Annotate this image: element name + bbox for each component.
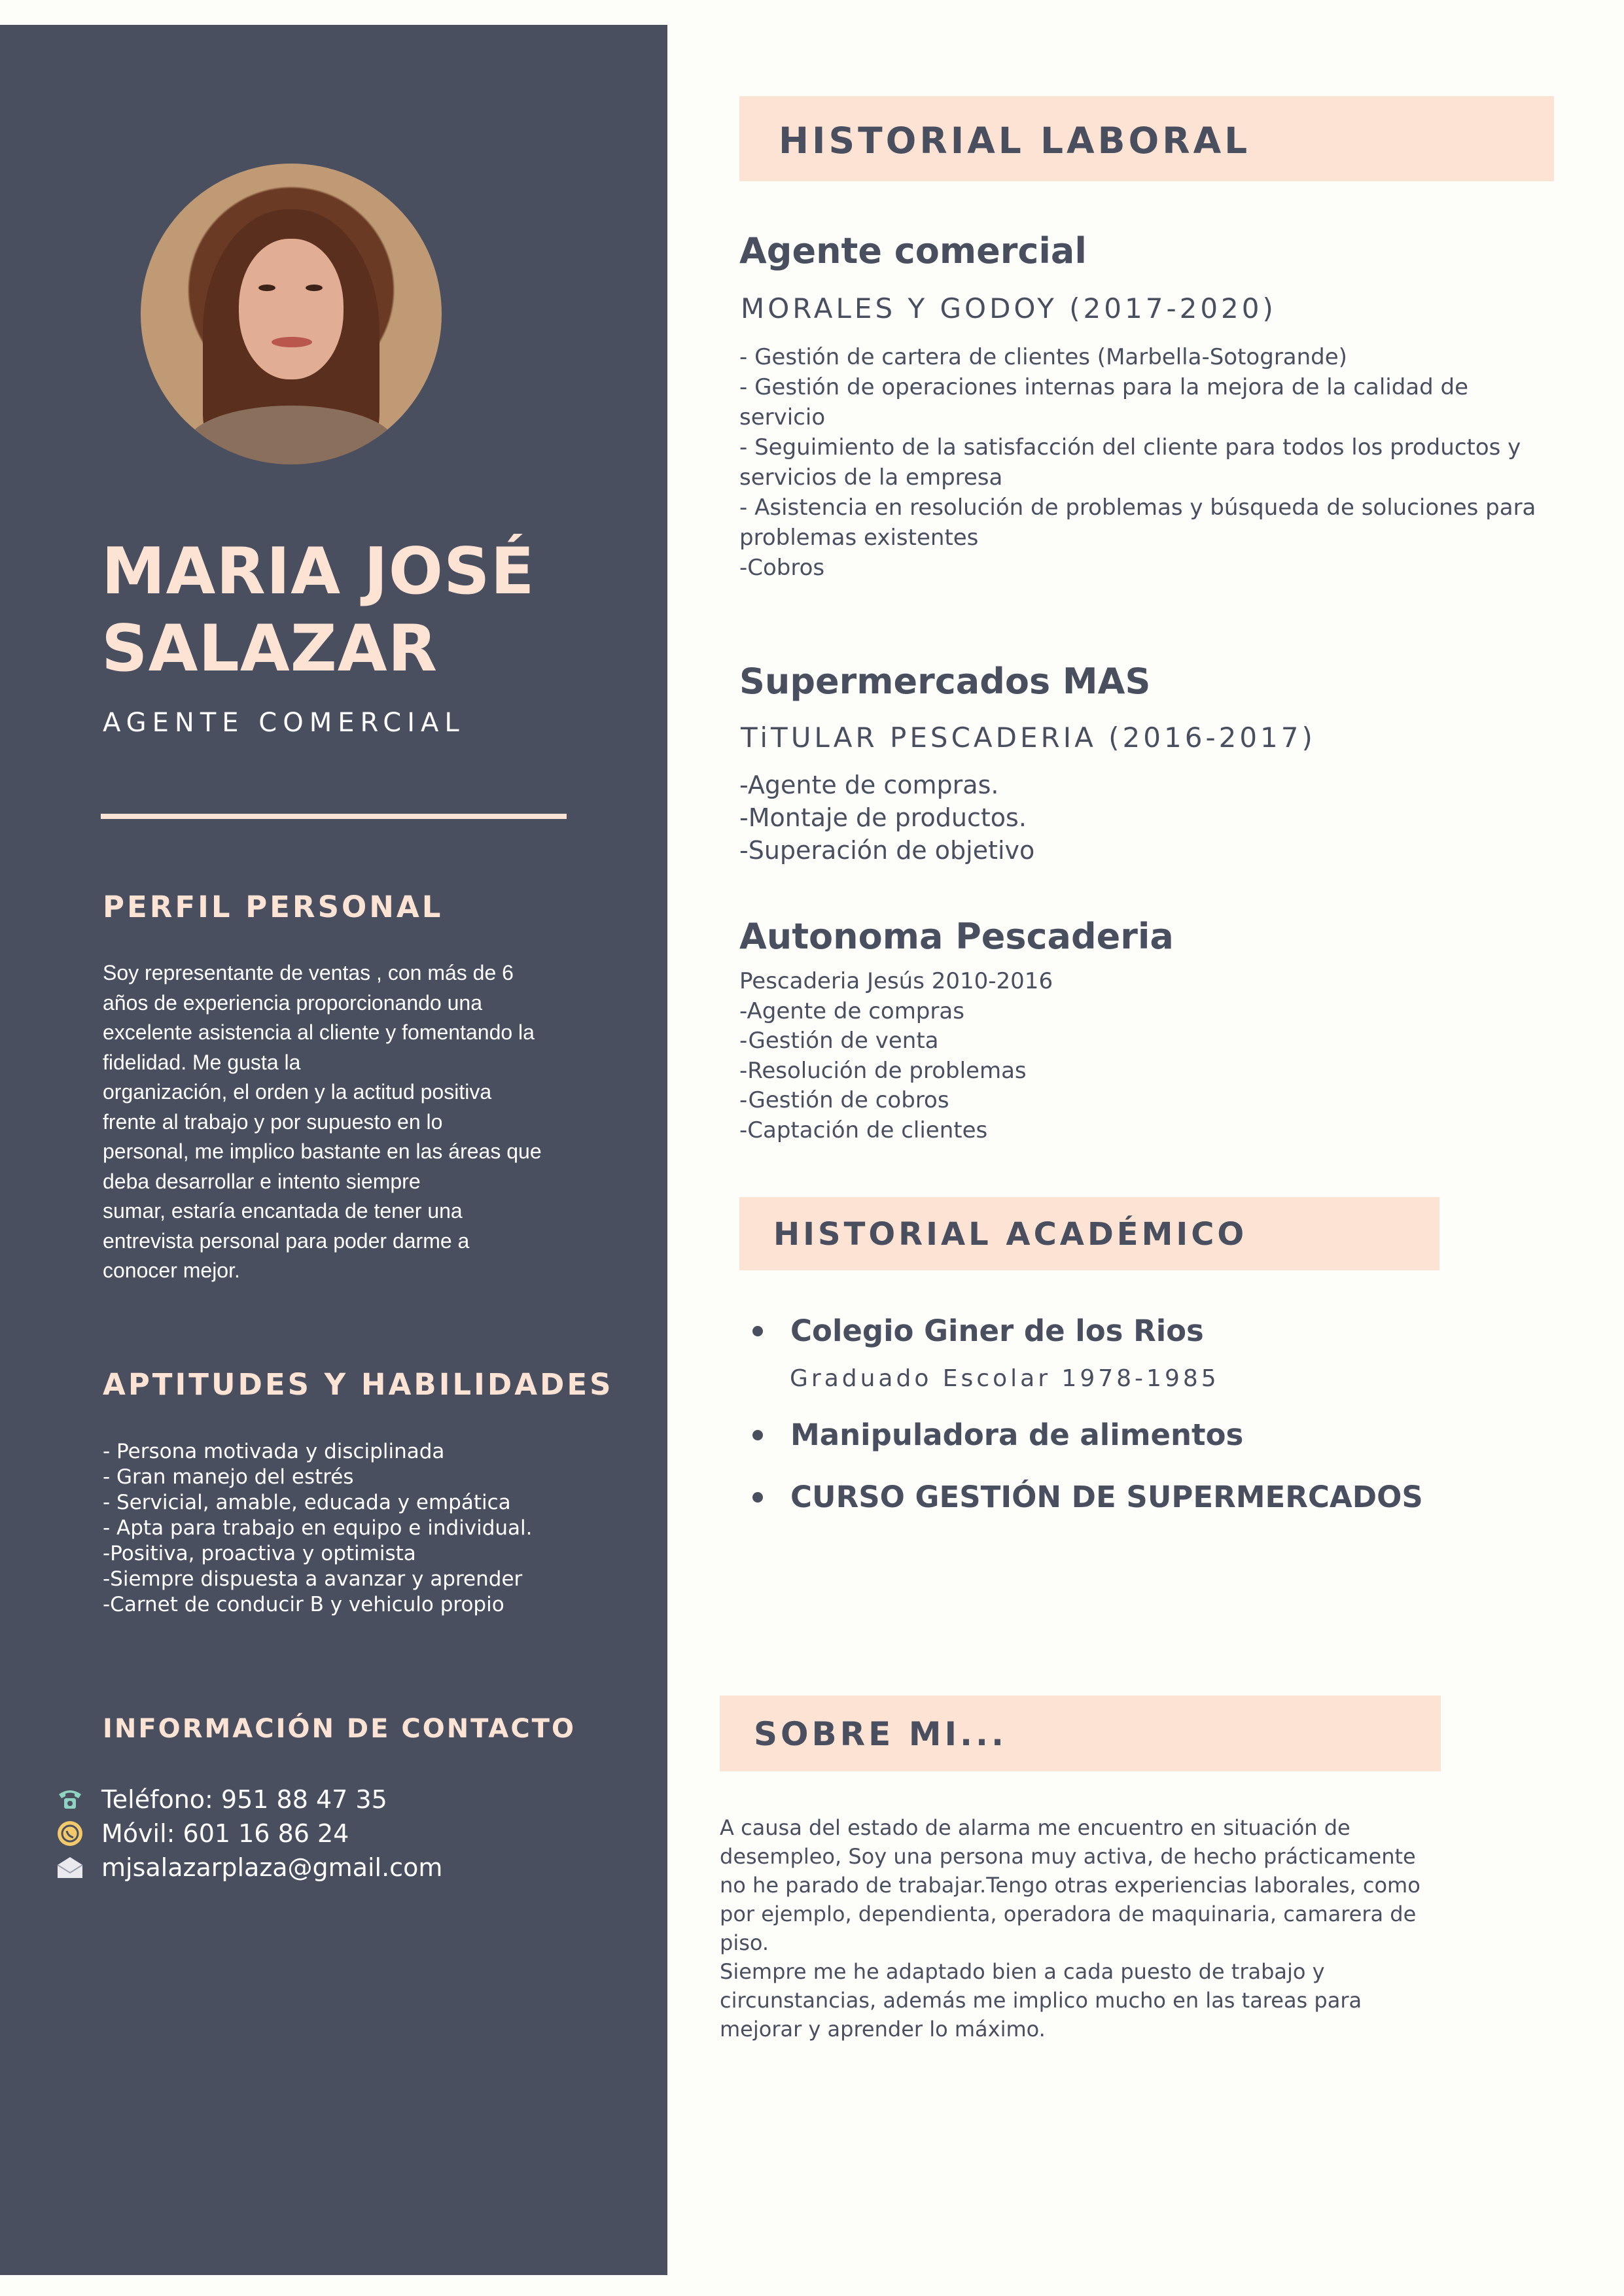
education-title: Colegio Giner de los Rios — [790, 1313, 1204, 1348]
profile-text: Soy representante de ventas , con más de 6 años de experiencia proporcionando una excelente asistencia al cliente y fomentando la fidelidad. Me gusta la organización, el orden y la actitud positiva frente al trabajo y por supuesto en lo personal, me implico bastante en las áreas que deba desarrollar e intento siempre sumar, estaría encantada de tener una entrevista personal para poder darme a conocer mejor. — [103, 961, 542, 1282]
education-title: CURSO GESTIÓN DE SUPERMERCADOS — [790, 1480, 1423, 1514]
education-item — [752, 1313, 1204, 1348]
person-role: AGENTE COMERCIAL — [103, 708, 465, 738]
person-name: MARIA JOSÉ SALAZAR — [101, 534, 535, 686]
education-title: Manipuladora de alimentos — [790, 1418, 1244, 1452]
divider — [101, 814, 567, 819]
job-title: Supermercados MAS — [739, 661, 1151, 702]
skill-item: - Gran manejo del estrés — [103, 1465, 354, 1489]
skill-item: - Apta para trabajo en equipo e individual. — [103, 1516, 533, 1540]
work-heading: HISTORIAL LABORAL — [779, 120, 1251, 162]
education-item — [752, 1418, 1243, 1452]
bullet-icon — [752, 1326, 763, 1336]
about-heading: SOBRE MI... — [754, 1715, 1008, 1753]
job-description: -Agente de compras. -Montaje de productos. -Superación de objetivo — [739, 771, 1035, 865]
skill-item: -Positiva, proactiva y optimista — [103, 1542, 416, 1565]
contact-text[interactable]: Teléfono: 951 88 47 35 — [101, 1785, 387, 1814]
about-heading-band — [720, 1696, 1441, 1771]
job-subtitle: MORALES Y GODOY (2017-2020) — [741, 292, 1277, 324]
education-heading: HISTORIAL ACADÉMICO — [773, 1216, 1248, 1253]
job-title: Agente comercial — [739, 230, 1087, 271]
contact-mobile — [56, 1817, 349, 1851]
education-item — [752, 1480, 1423, 1514]
skill-item: -Carnet de conducir B y vehiculo propio — [103, 1593, 504, 1616]
job-description: Pescaderia Jesús 2010-2016 -Agente de compras -Gestión de venta -Resolución de problemas -Gestión de cobros -Captación de clientes — [739, 968, 1053, 1143]
skills-heading: APTITUDES Y HABILIDADES — [103, 1367, 614, 1402]
job-title: Autonoma Pescaderia — [739, 916, 1174, 957]
phone-icon — [56, 1785, 84, 1814]
profile-photo — [141, 164, 442, 464]
bullet-icon — [752, 1492, 763, 1503]
bullet-icon — [752, 1430, 763, 1440]
contact-email — [56, 1851, 442, 1885]
whatsapp-icon — [56, 1819, 84, 1848]
mail-icon — [56, 1853, 84, 1882]
job-subtitle: TiTULAR PESCADERIA (2016-2017) — [741, 722, 1316, 754]
skill-item: -Siempre dispuesta a avanzar y aprender — [103, 1567, 523, 1591]
work-heading-band — [739, 96, 1554, 181]
skills-list — [103, 1439, 600, 1618]
contact-text[interactable]: Móvil: 601 16 86 24 — [101, 1819, 349, 1848]
profile-heading: PERFIL PERSONAL — [103, 890, 444, 924]
education-heading-band — [739, 1197, 1439, 1270]
job-description: - Gestión de cartera de clientes (Marbella-Sotogrande) - Gestión de operaciones internas para la mejora de la calidad de servicio - Seguimiento de la satisfacción del cliente para todos los productos y servicios de la empresa - Asistencia en resolución de problemas y búsqueda de soluciones para problemas existentes -Cobros — [739, 344, 1536, 581]
skill-item: - Persona motivada y disciplinada — [103, 1440, 445, 1463]
contact-phone — [56, 1783, 387, 1817]
education-detail: Graduado Escolar 1978-1985 — [790, 1365, 1220, 1392]
about-text: A causa del estado de alarma me encuentro en situación de desempleo, Soy una persona muy activa, de hecho prácticamente no he parado de trabajar.Tengo otras experiencias laborales, como por ejemplo, dependienta, operadora de maquinaria, camarera de piso. Siempre me he adaptado bien a cada puesto de trabajo y circunstancias, además me implico mucho en las tareas para mejorar y aprender lo máximo. — [720, 1815, 1421, 2042]
contact-text[interactable]: mjsalazarplaza@gmail.com — [101, 1853, 443, 1882]
skill-item: - Servicial, amable, educada y empática — [103, 1491, 511, 1514]
contact-heading: INFORMACIÓN DE CONTACTO — [103, 1714, 576, 1744]
